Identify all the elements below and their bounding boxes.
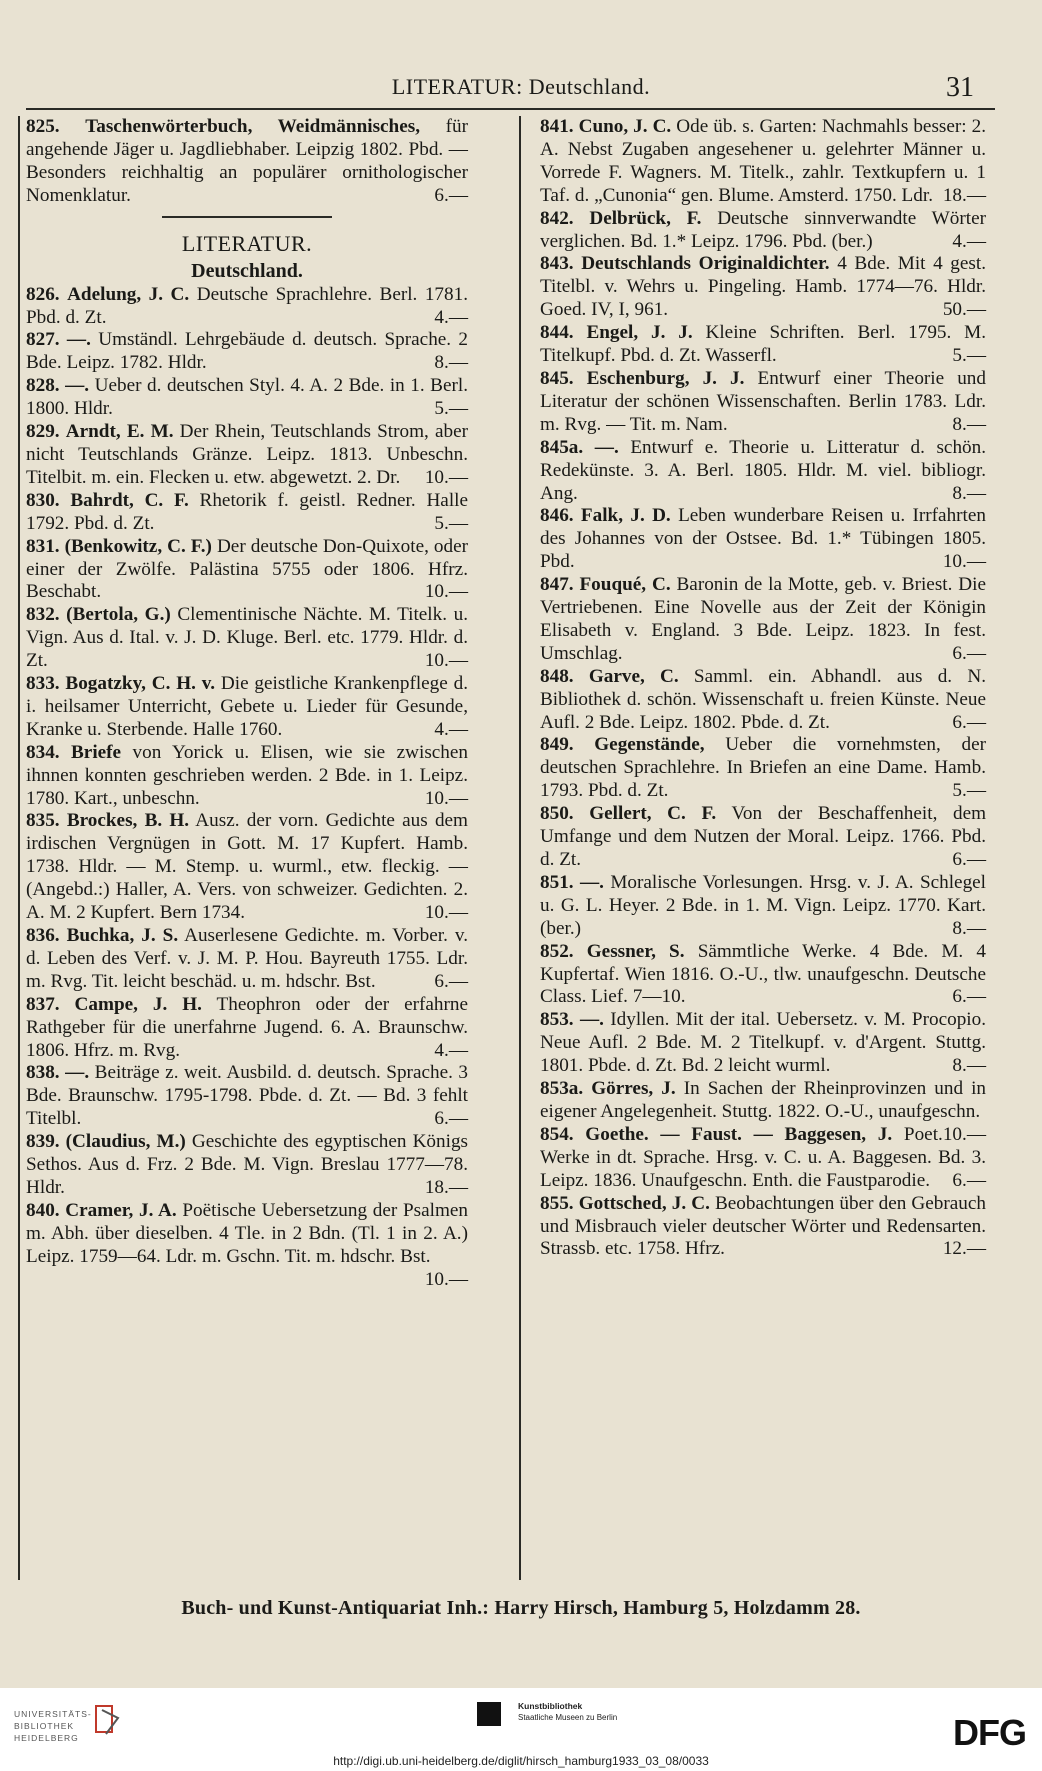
- entry-text: In Sachen der Rheinprovinzen und in eigener Angelegenheit. Stuttg. 1822. O.-U., unaufgeschn.: [540, 1078, 987, 1122]
- entry-text: Leben wunderbare Reisen u. Irrfahrten des Johannes von der Ostsee. Bd. 1.* Tübingen 1805. Pbd.: [540, 505, 986, 573]
- entry-text: Ausz. der vorn. Gedichte aus dem irdischen Vergnügen in Gott. M. 17 Kupfert. Hamb. 1738. Hldr. — M. Stemp. u. wurml., etw. fleckig. — (Angebd.:) Haller, A. Vers. von schweizer. Gedichten. 2. A. M. 2 Kupfert. Bern 1734.: [26, 810, 468, 924]
- catalog-entry: [26, 673, 468, 742]
- entry-number: 829.: [26, 421, 60, 443]
- entry-number: 838.: [26, 1062, 60, 1084]
- entry-price: 8.—: [434, 352, 468, 374]
- entry-number: 854.: [540, 1123, 574, 1145]
- entry-heading: Briefe: [71, 741, 122, 763]
- entry-heading: Cuno, J. C.: [578, 116, 672, 137]
- entry-price: 8.—: [952, 482, 986, 504]
- section-rule: [162, 216, 332, 218]
- entry-text: für angehende Jäger u. Jagdliebhaber. Leipzig 1802. Pbd. — Besonders reichhaltig an populärer ornithologischer Nomenklatur.: [26, 116, 468, 206]
- entry-text: Geschichte des egyptischen Königs Sethos. Aus d. Frz. 2 Bde. M. Vign. Breslau 1777—78. Hldr.: [26, 1131, 469, 1198]
- entry-number: 830.: [26, 489, 60, 511]
- entry-heading: Brockes, B. H.: [66, 810, 190, 832]
- university-line: UNIVERSITÄTS-: [14, 1709, 92, 1719]
- entry-text: Poëtische Uebersetzung der Psalmen m. Abh. über dieselben. 4 Tle. in 2 Bdn. (Tl. 1 in 2. A.) Leipz. 1759—64. Ldr. m. Gschn. Tit. m. hdschr. Bst.: [26, 1199, 468, 1267]
- section-subtitle: Deutschland.: [191, 259, 303, 282]
- entry-price: 6.—: [952, 986, 986, 1008]
- catalog-entry: [26, 1199, 468, 1290]
- catalog-entry: [540, 666, 986, 735]
- entry-text: Idyllen. Mit der ital. Uebersetz. v. M. Procopio. Neue Aufl. 2 Bde. M. 2 Titelkupf. v. d'Argent. Stuttg. 1801. Pbde. d. Zt. Bd. 2 leicht wurml.: [540, 1009, 987, 1077]
- entry-heading: Bogatzky, C. H. v.: [65, 673, 216, 695]
- entry-heading: Deutschlands Originaldichter.: [581, 253, 830, 275]
- header-rule: [26, 108, 995, 110]
- entry-text: Der Rhein, Teutschlands Strom, aber nicht Teutschlands Gränze. Leipz. 1813. Unbeschn. Titelbit. m. ein. Flecken u. etw. abgewetzt. 2. Dr.: [26, 421, 469, 488]
- left-column: [26, 116, 468, 1292]
- entry-price: 4.—: [434, 306, 468, 328]
- entry-text: Kleine Schriften. Berl. 1795. M. Titelkupf. Pbd. d. Zt. Wasserfl.: [540, 322, 987, 367]
- entry-heading: (Claudius, M.): [65, 1131, 186, 1153]
- entry-price: 4.—: [434, 1039, 468, 1061]
- entry-heading: Görres, J.: [591, 1078, 676, 1100]
- left-entry-list: [26, 283, 469, 1290]
- entry-price: 50.—: [942, 299, 986, 321]
- university-logo-text: [14, 1708, 92, 1744]
- entry-number: 831.: [26, 535, 60, 557]
- entry-number: 845.: [540, 367, 574, 389]
- entry-price: 5.—: [434, 512, 468, 534]
- entry-text: Moralische Vorlesungen. Hrsg. v. J. A. Schlegel u. G. L. Heyer. 2 Bde. in 1. M. Vign. Leipz. 1770. Kart. (ber.): [540, 871, 987, 939]
- kunstbibliothek-logo-icon: [477, 1702, 501, 1726]
- entry-number: 840.: [26, 1199, 60, 1221]
- entry-heading: Falk, J. D.: [580, 505, 671, 527]
- entry-heading: —.: [594, 436, 619, 458]
- entry-number: 833.: [26, 673, 60, 695]
- entry-price: 4.—: [434, 718, 468, 740]
- entry-price: 4.—: [952, 230, 986, 252]
- entry-text: Clementinische Nächte. M. Titelk. u. Vign. Aus d. Ital. v. J. D. Kluge. Berl. etc. 1779. Hldr. d. Zt.: [26, 604, 468, 672]
- kunstbibliothek-label: [518, 1701, 617, 1723]
- catalog-entry: [26, 810, 468, 925]
- entry-text: Umständl. Lehrgebäude d. deutsch. Sprache. 2 Bde. Leipz. 1782. Hldr.: [26, 329, 469, 374]
- entry-heading: —.: [65, 375, 90, 397]
- entry-heading: Gegenstände,: [594, 734, 705, 756]
- entry-price: 8.—: [952, 413, 986, 435]
- catalog-entry: [26, 536, 468, 605]
- entry-heading: (Bertola, G.): [66, 604, 171, 626]
- entry-number: 845a.: [540, 436, 584, 458]
- entry-number: 853.: [540, 1009, 574, 1031]
- entry-text: Sämmtliche Werke. 4 Bde. M. 4 Kupfertaf. Wien 1816. O.-U., tlw. unaufgeschn. Deutsche Class. Lief. 7—10.: [540, 940, 986, 1008]
- entry-number: 834.: [26, 741, 60, 763]
- entry-number: 841.: [540, 116, 574, 137]
- entry-text: Samml. ein. Abhandl. aus d. N. Bibliothek d. schön. Wissenschaft u. freien Künste. Neue Aufl. 2 Bde. Leipz. 1802. Pbde. d. Zt.: [540, 665, 986, 733]
- entry-text: 4 Bde. Mit 4 gest. Titelbl. v. Wehrs u. Pingeling. Hamb. 1774—76. Hldr. Goed. IV, I, 961.: [540, 253, 987, 321]
- entry-price: 10.—: [424, 902, 468, 924]
- entry-number: 847.: [540, 574, 574, 596]
- dfg-logo: DFG: [953, 1712, 1026, 1753]
- entry-number: 827.: [26, 329, 60, 351]
- entry-heading: Garve, C.: [588, 665, 679, 687]
- catalog-entry: [540, 253, 986, 322]
- right-entry-list: [540, 116, 986, 1261]
- entry-price: 10.—: [424, 1268, 468, 1290]
- entry-number: 851.: [540, 871, 574, 893]
- entry-price: 10.—: [424, 650, 468, 672]
- page-number: 31: [946, 72, 974, 103]
- catalog-entry: [26, 1062, 468, 1131]
- catalog-entry: [540, 208, 986, 254]
- entry-text: Baronin de la Motte, geb. v. Briest. Die Vertriebenen. Eine Novelle aus der Zeit der Königin Elisabeth v. England. 3 Bde. Leipz. 1823. In fest. Umschlag.: [540, 574, 986, 664]
- entry-price: 10.—: [424, 581, 468, 603]
- entry-heading: (Benkowitz, C. F.): [64, 535, 212, 557]
- column-divider: [519, 116, 521, 1580]
- entry-number: 849.: [540, 734, 574, 756]
- entry-price: 6.—: [434, 184, 468, 206]
- catalog-entry: [540, 1009, 986, 1078]
- catalog-entry: [540, 1124, 986, 1193]
- entry-text: Der deutsche Don-Quixote, oder einer der Zwölfe. Palästina 5755 oder 1806. Hfrz. Beschabt.: [26, 535, 469, 603]
- entry-text: von Yorick u. Elisen, wie sie zwischen ihnnen konnten geschrieben werden. 2 Bde. in 1. Leipz. 1780. Kart., unbeschn.: [26, 741, 469, 809]
- source-url: http://digi.ub.uni-heidelberg.de/diglit/hirsch_hamburg1933_03_08/0033: [333, 1754, 709, 1768]
- entry-price: 6.—: [952, 849, 986, 870]
- entry-price: 6.—: [952, 1169, 986, 1191]
- entry-price: 8.—: [952, 917, 986, 939]
- entry-text: Deutsche Sprachlehre. Berl. 1781. Pbd. d. Zt.: [26, 283, 469, 328]
- university-line: BIBLIOTHEK: [14, 1721, 75, 1731]
- entry-price: 18.—: [942, 184, 986, 206]
- entry-price: 5.—: [952, 345, 986, 367]
- catalog-entry: [26, 1131, 468, 1200]
- entry-price: 10.—: [942, 551, 986, 573]
- catalog-entry: [26, 329, 468, 375]
- entry-heading: Gellert, C. F.: [589, 803, 717, 825]
- catalog-entry: [540, 803, 986, 872]
- entry-number: 839.: [26, 1131, 60, 1153]
- catalog-entry: [540, 437, 986, 506]
- entry-text: Deutsche sinnverwandte Wörter verglichen. Bd. 1.* Leipz. 1796. Pbd. (ber.): [540, 207, 986, 252]
- entry-price: 8.—: [952, 1055, 986, 1077]
- entry-heading: Engel, J. J.: [586, 322, 693, 344]
- catalog-entry: [540, 941, 986, 1010]
- catalog-entry: [540, 322, 986, 368]
- entry-price: 5.—: [434, 398, 468, 420]
- entry-text: Theophron oder der erfahrne Rathgeber für die unerfahrne Jugend. 6. A. Braunschw. 1806. Hfrz. m. Rvg.: [26, 993, 469, 1061]
- entry-number: 835.: [26, 810, 60, 832]
- entry-text: Entwurf e. Theorie u. Litteratur d. schön. Redekünste. 3. A. Berl. 1805. Hldr. M. viel. bibliogr. Ang.: [540, 436, 987, 504]
- entry-text: Ueber die vornehmsten, der deutschen Sprachlehre. In Briefen an eine Dame. Hamb. 1793. Pbd. d. Zt.: [540, 734, 986, 802]
- catalog-entry: [26, 604, 468, 673]
- entry-price: 6.—: [434, 970, 468, 992]
- entry-text: Beobachtungen über den Gebrauch und Misbrauch vieler deutscher Wörter und Redensarten. Strassb. etc. 1758. Hfrz.: [540, 1192, 987, 1260]
- left-margin-rule: [18, 116, 20, 1580]
- entry-text: Rhetorik f. geistl. Redner. Halle 1792. Pbd. d. Zt.: [26, 489, 469, 534]
- entry-number: 852.: [540, 940, 574, 962]
- catalog-entry: [540, 574, 986, 666]
- entry-heading: Adelung, J. C.: [67, 283, 190, 305]
- entry-price: 6.—: [434, 1108, 468, 1130]
- catalog-entry: [26, 742, 468, 811]
- entry-number: 843.: [540, 253, 574, 275]
- entry-number: 837.: [26, 993, 60, 1015]
- entry-number: 855.: [540, 1192, 574, 1214]
- entry-heading: Delbrück, F.: [589, 207, 702, 229]
- entry-heading: Cramer, J. A.: [65, 1199, 177, 1221]
- catalog-entry: [26, 375, 468, 421]
- entry-price: 10.—: [424, 466, 468, 488]
- catalog-entry: [26, 925, 468, 994]
- entry-price: 5.—: [952, 780, 986, 802]
- catalog-entry: [26, 421, 468, 490]
- library-strip: [0, 1688, 1042, 1771]
- catalog-entry: [26, 994, 468, 1063]
- entry-number: 826.: [26, 283, 60, 305]
- entry-number: 848.: [540, 665, 574, 687]
- catalog-entry: [540, 872, 986, 941]
- entry-number: 850.: [540, 803, 574, 825]
- section-title: LITERATUR.: [181, 230, 313, 256]
- entry-number: 825.: [26, 116, 60, 137]
- entry-number: 842.: [540, 207, 574, 229]
- entry-text: Poet. Werke in dt. Sprache. Hrsg. v. C. u. A. Baggesen. Bd. 3. Leipz. 1836. Unaufgeschn. Enth. die Faustparodie.: [540, 1123, 986, 1191]
- entry-heading: —.: [579, 1009, 604, 1031]
- entry-number: 844.: [540, 322, 574, 344]
- catalog-entry: [540, 116, 986, 208]
- entry-heading: Gottsched, J. C.: [578, 1192, 710, 1214]
- entry-heading: Campe, J. H.: [74, 993, 202, 1015]
- entry-number: 846.: [540, 505, 574, 527]
- entry-heading: —.: [66, 329, 91, 351]
- catalog-entry: [540, 734, 986, 803]
- entry-text: Ueber d. deutschen Styl. 4. A. 2 Bde. in 1. Berl. 1800. Hldr.: [26, 375, 469, 420]
- entry-heading: Bahrdt, C. F.: [70, 489, 189, 511]
- entry-text: Beiträge z. weit. Ausbild. d. deutsch. Sprache. 3 Bde. Braunschw. 1795-1798. Pbde. d. Zt. — Bd. 3 fehlt Titelbl.: [26, 1062, 469, 1130]
- entry-price: 18.—: [424, 1176, 468, 1198]
- entry-number: 828.: [26, 375, 60, 397]
- right-column: [540, 116, 986, 1261]
- entry-price: 10.—: [424, 787, 468, 809]
- entry-text: Auserlesene Gedichte. m. Vorber. v. d. Leben des Verf. v. J. M. P. Hou. Bayreuth 1755. Ldr. m. Rvg. Tit. leicht beschäd. u. m. hdschr. Bst.: [26, 925, 469, 992]
- catalog-entry: [540, 368, 986, 437]
- catalog-entry: [26, 490, 468, 536]
- entry-number: 832.: [26, 604, 60, 626]
- entry-heading: Arndt, E. M.: [65, 421, 174, 443]
- university-seal-icon: [92, 1702, 124, 1738]
- catalog-entry: [540, 505, 986, 574]
- university-line: HEIDELBERG: [14, 1733, 79, 1743]
- entry-text: Entwurf einer Theorie und Literatur der schönen Wissenschaften. Berlin 1783. Ldr. m. Rvg. — Tit. m. Nam.: [540, 367, 986, 435]
- entry-heading: —.: [65, 1062, 90, 1084]
- entry-price: 10.—: [942, 1123, 986, 1145]
- footer-imprint: Buch- und Kunst-Antiquariat Inh.: Harry Hirsch, Hamburg 5, Holzdamm 28.: [181, 1597, 861, 1619]
- kunstbibliothek-name: Kunstbibliothek: [518, 1701, 583, 1711]
- entry-price: 6.—: [952, 711, 986, 733]
- entry-heading: Gessner, S.: [586, 940, 685, 962]
- entry-number: 853a.: [540, 1078, 584, 1100]
- entry-price: 12.—: [942, 1238, 986, 1260]
- entry-text: Von der Beschaffenheit, dem Umfange und dem Nutzen der Moral. Leipz. 1766. Pbd. d. Zt.: [540, 803, 987, 870]
- entry-heading: Buchka, J. S.: [66, 925, 179, 946]
- running-header: [0, 74, 1042, 104]
- header-title: LITERATUR: Deutschland.: [391, 74, 651, 99]
- catalog-entry: [540, 1193, 986, 1262]
- entry-heading: Taschenwörterbuch, Weidmännisches,: [85, 116, 420, 137]
- entry-heading: Goethe. — Faust. — Baggesen, J.: [585, 1123, 893, 1145]
- entry-text: Ode üb. s. Garten: Nachmahls besser: 2. A. Nebst Zugaben angesehener u. gelehrter Männer u. Vorrede F. Wagners. M. Titelk., zahlr. Textkupfern u. 1 Taf. d. „Cunonia“ gen. Blume. Amsterd. 1750. Ldr.: [540, 116, 987, 206]
- catalog-entry: [26, 116, 468, 208]
- entry-text: Die geistliche Krankenpflege d. i. heilsamer Unterricht, Gebete u. Lieder für Gesunde, Kranke u. Sterbende. Halle 1760.: [26, 673, 469, 740]
- entry-heading: —.: [579, 871, 604, 893]
- kunstbibliothek-sub: Staatliche Museen zu Berlin: [518, 1713, 618, 1722]
- entry-heading: Fouqué, C.: [579, 574, 671, 596]
- entry-price: 6.—: [952, 642, 986, 664]
- catalog-entry: [26, 284, 468, 330]
- entry-number: 836.: [26, 925, 60, 946]
- entry-heading: Eschenburg, J. J.: [586, 367, 745, 389]
